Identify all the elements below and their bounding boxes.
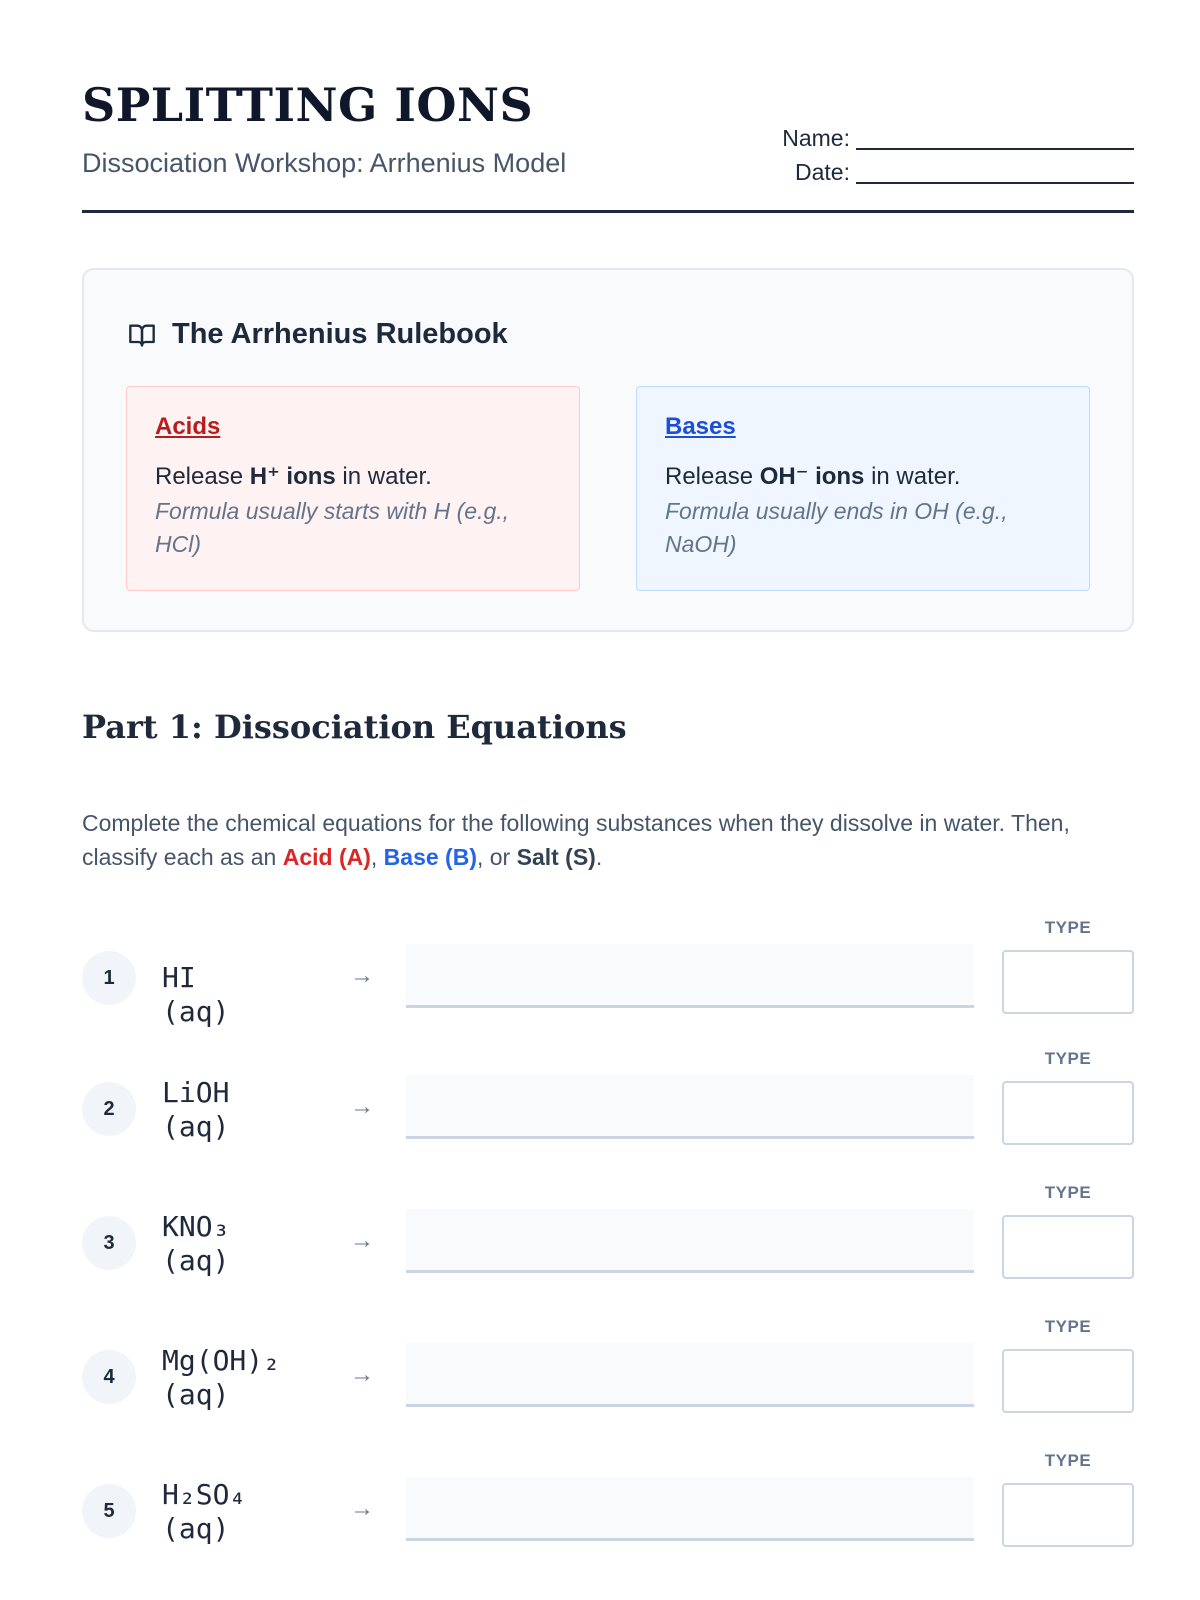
equation-answer-field[interactable] bbox=[406, 1343, 974, 1407]
name-field[interactable] bbox=[856, 124, 1134, 150]
acids-rule-ion: H⁺ ions bbox=[249, 463, 336, 490]
book-open-icon bbox=[126, 321, 158, 349]
instructions-sep-2: , or bbox=[476, 844, 517, 870]
rulebook-title: The Arrhenius Rulebook bbox=[172, 318, 508, 350]
equation-answer-field[interactable] bbox=[406, 1209, 974, 1273]
instructions bbox=[82, 806, 1134, 874]
type-label: TYPE bbox=[1044, 1317, 1092, 1336]
date-field[interactable] bbox=[856, 158, 1134, 184]
bases-heading: Bases bbox=[665, 413, 736, 440]
date-label: Date: bbox=[795, 159, 850, 185]
type-answer-box[interactable] bbox=[1002, 1215, 1134, 1279]
question-number: 3 bbox=[82, 1216, 136, 1270]
student-info bbox=[774, 116, 1134, 184]
acids-heading: Acids bbox=[155, 413, 221, 440]
bases-rule bbox=[665, 461, 1061, 493]
bases-rule-ion: OH⁻ ions bbox=[759, 463, 865, 490]
bases-card bbox=[636, 386, 1090, 591]
formula: Mg(OH)₂ (aq) bbox=[162, 1344, 281, 1411]
equation-answer-field[interactable] bbox=[406, 1477, 974, 1541]
instructions-sep-1: , bbox=[370, 844, 384, 870]
question-number: 4 bbox=[82, 1350, 136, 1404]
type-answer-box[interactable] bbox=[1002, 1349, 1134, 1413]
acids-rule-pre: Release bbox=[155, 463, 250, 490]
equation-row bbox=[82, 918, 1134, 1028]
type-label: TYPE bbox=[1044, 1049, 1092, 1068]
bases-note: Formula usually ends in OH (e.g., NaOH) bbox=[665, 498, 1008, 557]
name-row bbox=[774, 116, 1134, 150]
equation-row bbox=[82, 1049, 1134, 1152]
arrow-icon: → bbox=[350, 1361, 374, 1388]
salt-type-label: Salt (S) bbox=[516, 844, 596, 870]
question-number: 5 bbox=[82, 1484, 136, 1538]
date-row bbox=[774, 150, 1134, 184]
type-answer-box[interactable] bbox=[1002, 950, 1134, 1014]
type-answer-box[interactable] bbox=[1002, 1483, 1134, 1547]
worksheet-header bbox=[82, 0, 1134, 213]
acids-card bbox=[126, 386, 580, 591]
page-title: SPLITTING IONS bbox=[82, 78, 534, 132]
arrow-icon: → bbox=[350, 1495, 374, 1522]
formula: H₂SO₄ (aq) bbox=[162, 1478, 247, 1545]
arrow-icon: → bbox=[350, 1227, 374, 1254]
type-label: TYPE bbox=[1044, 1451, 1092, 1470]
formula: LiOH (aq) bbox=[162, 1076, 230, 1143]
acids-note: Formula usually starts with H (e.g., HCl) bbox=[155, 498, 510, 557]
formula: HI (aq) bbox=[162, 961, 230, 1028]
equation-answer-field[interactable] bbox=[406, 944, 974, 1008]
type-answer-box[interactable] bbox=[1002, 1081, 1134, 1145]
rulebook-heading bbox=[126, 318, 508, 351]
equation-row bbox=[82, 1183, 1134, 1286]
bases-rule-pre: Release bbox=[665, 463, 760, 490]
type-label: TYPE bbox=[1044, 1183, 1092, 1202]
acids-rule bbox=[155, 461, 551, 493]
question-number: 1 bbox=[82, 951, 136, 1005]
equation-row bbox=[82, 1451, 1134, 1554]
base-type-label: Base (B) bbox=[383, 844, 477, 870]
question-number: 2 bbox=[82, 1082, 136, 1136]
name-label: Name: bbox=[782, 125, 850, 151]
instructions-text: Complete the chemical equations for the following substances when they dissolve in water. Then, classify each as an bbox=[82, 810, 1070, 870]
arrow-icon: → bbox=[350, 1093, 374, 1120]
worksheet-page bbox=[82, 0, 1134, 1545]
acid-type-label: Acid (A) bbox=[282, 844, 371, 870]
formula: KNO₃ (aq) bbox=[162, 1210, 230, 1277]
acids-rule-post: in water. bbox=[335, 463, 432, 490]
arrow-icon: → bbox=[350, 962, 374, 989]
bases-rule-post: in water. bbox=[864, 463, 961, 490]
page-subtitle: Dissociation Workshop: Arrhenius Model bbox=[82, 148, 567, 178]
rulebook-panel bbox=[82, 268, 1134, 632]
instructions-end: . bbox=[595, 844, 603, 870]
section-title: Part 1: Dissociation Equations bbox=[82, 708, 627, 746]
type-label: TYPE bbox=[1044, 918, 1092, 937]
equation-answer-field[interactable] bbox=[406, 1075, 974, 1139]
equation-row bbox=[82, 1317, 1134, 1420]
